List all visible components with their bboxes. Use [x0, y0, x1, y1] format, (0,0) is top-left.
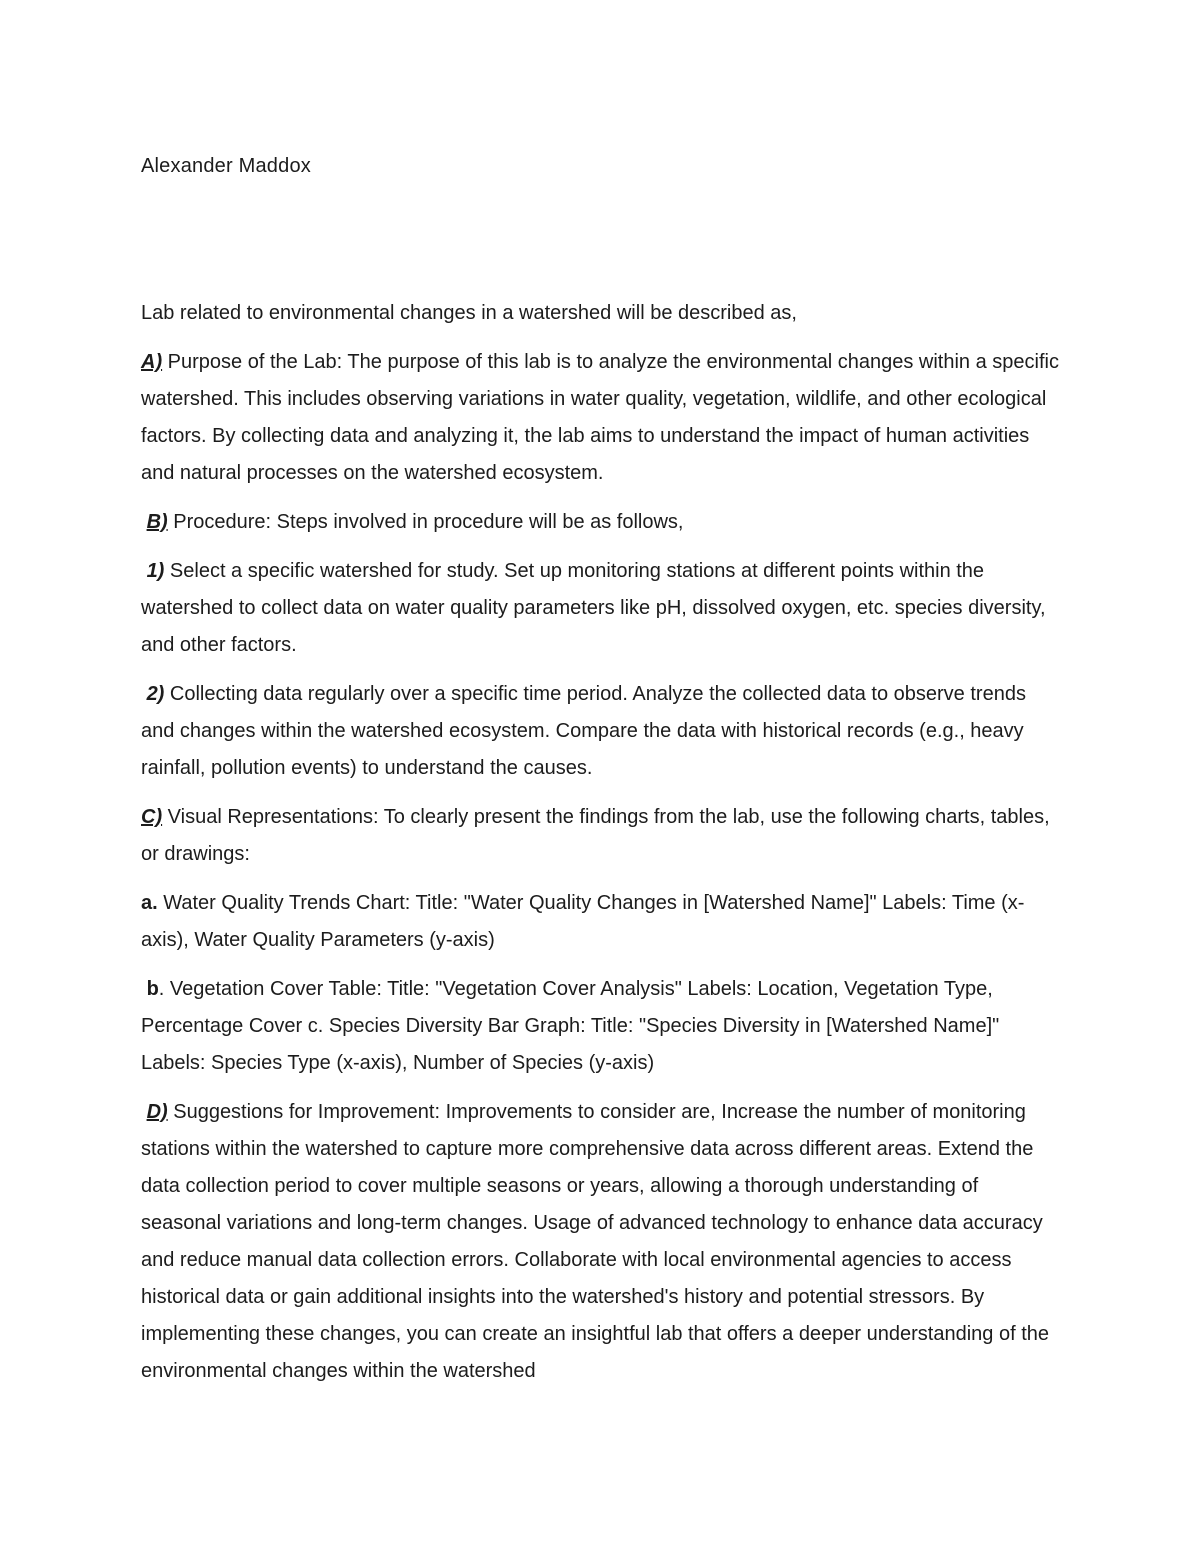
intro-paragraph: [141, 295, 1061, 332]
section-a-paragraph: [141, 344, 1061, 492]
section-b-marker: B): [146, 511, 168, 533]
item-b-paragraph: [141, 971, 1061, 1082]
item-b-text: . Vegetation Cover Table: Title: "Vegetation Cover Analysis" Labels: Location, Vegetation Type, Percentage Cover c. Species Diversity Bar Graph: Title: "Species Diversity in [Watershed Name]" Labels: Species Type (x-axis), Number of Species (y-axis): [141, 978, 1000, 1074]
section-c-marker: C): [141, 806, 163, 828]
section-d-paragraph: [141, 1094, 1061, 1390]
item-b-marker: b: [146, 978, 159, 1000]
section-d-marker: D): [146, 1101, 168, 1123]
item-a-marker: a.: [141, 892, 158, 914]
section-a-marker: A): [141, 351, 163, 373]
document-body: [141, 295, 1061, 1402]
section-a-text: Purpose of the Lab: The purpose of this lab is to analyze the environmental changes within a specific watershed. This includes observing variations in water quality, vegetation, wildlife, and other ecological factors. By collecting data and analyzing it, the lab aims to understand the impact of human activities and natural processes on the watershed ecosystem.: [141, 351, 1059, 484]
author-name: Alexander Maddox: [141, 155, 311, 177]
intro-text: Lab related to environmental changes in a watershed will be described as,: [141, 302, 797, 324]
step-2-text: Collecting data regularly over a specific time period. Analyze the collected data to observe trends and changes within the watershed ecosystem. Compare the data with historical records (e.g., heavy rainfall, pollution events) to understand the causes.: [141, 683, 1026, 779]
step-2-paragraph: [141, 676, 1061, 787]
section-b-paragraph: [141, 504, 1061, 541]
step-1-text: Select a specific watershed for study. Set up monitoring stations at different points within the watershed to collect data on water quality parameters like pH, dissolved oxygen, etc. species diversity, and other factors.: [141, 560, 1046, 656]
item-a-text: Water Quality Trends Chart: Title: "Water Quality Changes in [Watershed Name]" Labels: Time (x-axis), Water Quality Parameters (y-axis): [141, 892, 1025, 951]
step-1-paragraph: [141, 553, 1061, 664]
section-c-paragraph: [141, 799, 1061, 873]
step-1-marker: 1): [146, 560, 165, 582]
item-a-paragraph: [141, 885, 1061, 959]
section-c-text: Visual Representations: To clearly present the findings from the lab, use the following charts, tables, or drawings:: [141, 806, 1050, 865]
section-d-text: Suggestions for Improvement: Improvements to consider are, Increase the number of monitoring stations within the watershed to capture more comprehensive data across different areas. Extend the data collection period to cover multiple seasons or years, allowing a thorough understanding of seasonal variations and long-term changes. Usage of advanced technology to enhance data accuracy and reduce manual data collection errors. Collaborate with local environmental agencies to access historical data or gain additional insights into the watershed's history and potential stressors. By implementing these changes, you can create an insightful lab that offers a deeper understanding of the environmental changes within the watershed: [141, 1101, 1050, 1382]
section-b-text: Procedure: Steps involved in procedure will be as follows,: [167, 511, 684, 533]
step-2-marker: 2): [146, 683, 165, 705]
